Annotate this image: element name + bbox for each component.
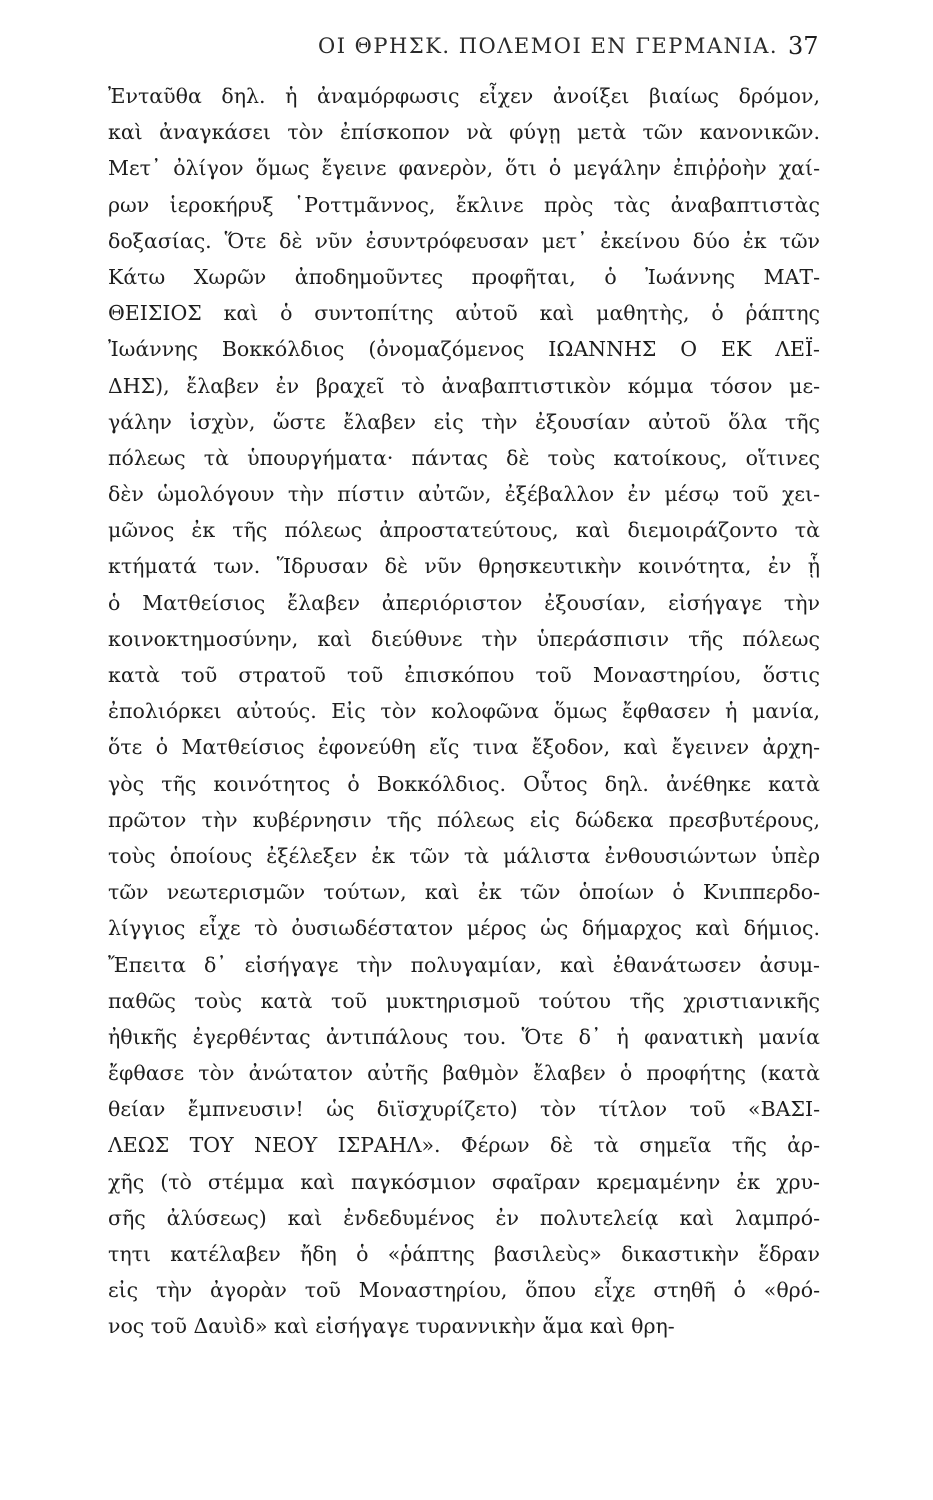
text-line: εἰς τὴν ἀγορὰν τοῦ Μοναστηρίου, ὅπου εἶχε στηθῆ ὁ «θρό- xyxy=(108,1278,820,1303)
text-line: πρῶτον τὴν κυβέρνησιν τῆς πόλεως εἰς δώδεκα πρεσβυτέρους, xyxy=(108,807,820,832)
text-line: ὁ Ματθείσιος ἔλαβεν ἀπεριόριστον ἐξουσίαν, εἰσήγαγε τὴν xyxy=(108,590,820,615)
page-header xyxy=(0,34,933,64)
text-line: παθῶς τοὺς κατὰ τοῦ μυκτηρισμοῦ τούτου τῆς χριστιανικῆς xyxy=(108,988,820,1013)
text-line: λίγγιος εἶχε τὸ ὀυσιωδέστατον μέρος ὡς δήμαρχος καὶ δήμιος. xyxy=(108,916,820,941)
text-line: ρων ἱεροκήρυξ ῾Ροττμᾶννος, ἔκλινε πρὸς τὰς ἀναβαπτιστὰς xyxy=(108,192,820,217)
text-line: καὶ ἀναγκάσει τὸν ἐπίσκοπον νὰ φύγῃ μετὰ τῶν κανονικῶν. xyxy=(108,120,820,145)
text-line: νος τοῦ Δαυὶδ» καὶ εἰσήγαγε τυραννικὴν ἅμα καὶ θρη- xyxy=(108,1314,675,1339)
text-line: τητι κατέλαβεν ἤδη ὁ «ῥάπτης βασιλεὺς» δικαστικὴν ἕδραν xyxy=(108,1242,820,1266)
text-line: γὸς τῆς κοινότητος ὁ Βοκκόλδιος. Οὗτος δηλ. ἀνέθηκε κατὰ xyxy=(108,771,820,796)
text-line: Κάτω Χωρῶν ἀποδημοῦντες προφῆται, ὁ Ἰωάννης ΜΑΤ- xyxy=(108,264,820,289)
page-number: 37 xyxy=(788,32,819,60)
text-line: ΘΕΙΣΙΟΣ καὶ ὁ συντοπίτης αὐτοῦ καὶ μαθητὴς, ὁ ῥάπτης xyxy=(108,301,820,326)
text-line: σῆς ἀλύσεως) καὶ ἐνδεδυμένος ἐν πολυτελείᾳ καὶ λαμπρό- xyxy=(108,1205,820,1230)
text-line: Ἐνταῦθα δηλ. ἡ ἀναμόρφωσις εἶχεν ἀνοίξει βιαίως δρόμον, xyxy=(108,84,820,108)
running-title: ΟΙ ΘΡΗΣΚ. ΠΟΛΕΜΟΙ ΕΝ ΓΕΡΜΑΝΙΑ. xyxy=(318,34,779,58)
text-line: γάλην ἰσχὺν, ὥστε ἔλαβεν εἰς τὴν ἐξουσίαν αὐτοῦ ὅλα τῆς xyxy=(108,409,820,434)
text-line: ἠθικῆς ἐγερθέντας ἀντιπάλους του. Ὅτε δ᾽ ἡ φανατικὴ μανία xyxy=(108,1024,820,1049)
text-line: δὲν ὡμολόγουν τὴν πίστιν αὐτῶν, ἐξέβαλλον ἐν μέσῳ τοῦ χει- xyxy=(108,482,820,507)
text-line: Ἔπειτα δ᾽ εἰσήγαγε τὴν πολυγαμίαν, καὶ ἐθανάτωσεν ἀσυμ- xyxy=(108,952,820,977)
text-line: ΛΕΩΣ ΤΟΥ ΝΕΟΥ ΙΣΡΑΗΛ». Φέρων δὲ τὰ σημεῖα τῆς ἀρ- xyxy=(108,1133,820,1158)
text-line: κτήματά των. Ἵδρυσαν δὲ νῦν θρησκευτικὴν κοινότητα, ἐν ᾗ xyxy=(108,554,820,579)
text-line: τοὺς ὁποίους ἐξέλεξεν ἐκ τῶν τὰ μάλιστα ἐνθουσιώντων ὑπὲρ xyxy=(108,843,820,868)
text-line: ἔφθασε τὸν ἀνώτατον αὐτῆς βαθμὸν ἔλαβεν ὁ προφήτης (κατὰ xyxy=(108,1061,820,1086)
text-line: μῶνος ἐκ τῆς πόλεως ἀπροστατεύτους, καὶ διεμοιράζοντο τὰ xyxy=(108,518,820,543)
body-text xyxy=(108,78,820,1345)
text-line: δοξασίας. Ὅτε δὲ νῦν ἐσυντρόφευσαν μετ᾽ ἐκείνου δύο ἐκ τῶν xyxy=(108,228,820,253)
text-line: Μετ᾽ ὀλίγον ὅμως ἔγεινε φανερὸν, ὅτι ὁ μεγάλην ἐπιῤῥοὴν χαί- xyxy=(108,156,820,181)
text-line: χῆς (τὸ στέμμα καὶ παγκόσμιον σφαῖραν κρεμαμένην ἐκ χρυ- xyxy=(108,1169,820,1194)
text-line: κατὰ τοῦ στρατοῦ τοῦ ἐπισκόπου τοῦ Μοναστηρίου, ὅστις xyxy=(108,663,820,687)
text-line: ἐπολιόρκει αὐτούς. Εἰς τὸν κολοφῶνα ὅμως ἔφθασεν ἡ μανία, xyxy=(108,699,820,724)
text-line: θείαν ἔμπνευσιν! ὡς διϊσχυρίζετο) τὸν τίτλον τοῦ «ΒΑΣΙ- xyxy=(108,1097,820,1122)
text-line: Ἰωάννης Βοκκόλδιος (ὀνομαζόμενος ΙΩΑΝΝΗΣ Ο ΕΚ ΛΕΪ- xyxy=(108,337,820,362)
text-line: ΔΗΣ), ἔλαβεν ἐν βραχεῖ τὸ ἀναβαπτιστικὸν κόμμα τόσον με- xyxy=(108,373,820,398)
text-line: πόλεως τὰ ὑπουργήματα· πάντας δὲ τοὺς κατοίκους, οἵτινες xyxy=(108,445,820,470)
text-line: ὅτε ὁ Ματθείσιος ἐφονεύθη εἴς τινα ἔξοδον, καὶ ἔγεινεν ἀρχη- xyxy=(108,735,820,760)
text-line: τῶν νεωτερισμῶν τούτων, καὶ ἐκ τῶν ὁποίων ὁ Κνιππερδο- xyxy=(108,880,820,905)
text-line: κοινοκτημοσύνην, καὶ διεύθυνε τὴν ὑπεράσπισιν τῆς πόλεως xyxy=(108,626,820,651)
